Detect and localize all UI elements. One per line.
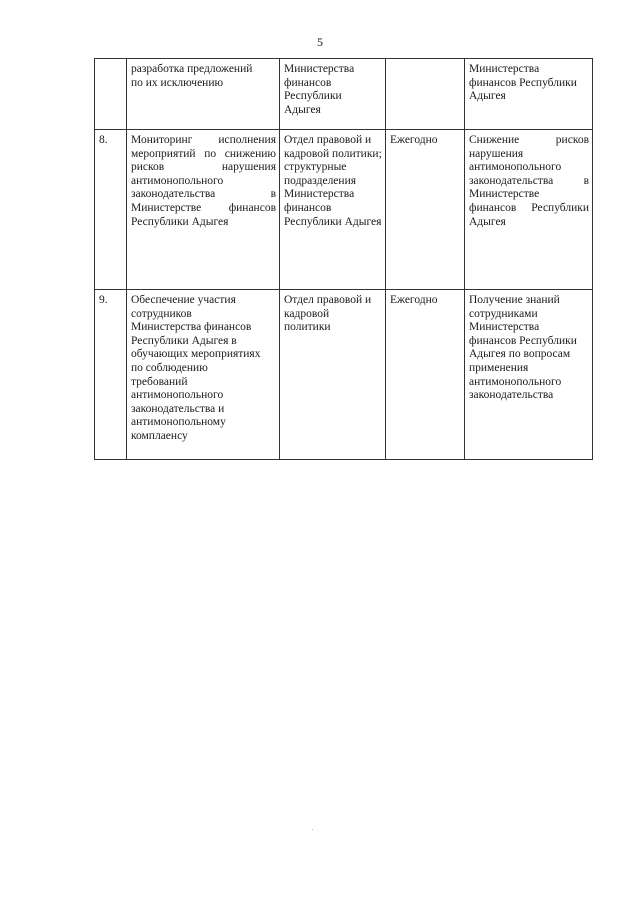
scan-speck <box>312 829 313 830</box>
table-row <box>95 290 593 460</box>
measure-cell: разработка предложений по их исключению <box>127 59 280 130</box>
table-row <box>95 130 593 290</box>
period-cell: Ежегодно <box>386 290 465 460</box>
row-number: 9. <box>95 290 127 460</box>
row-number <box>95 59 127 130</box>
responsible-cell: Отдел правовой и кадровой политики; структурные подразделения Министерства финансов Республики Адыгея <box>280 130 386 290</box>
table-row <box>95 59 593 130</box>
measure-cell: Обеспечение участия сотрудников Министерства финансов Республики Адыгея в обучающих мероприятиях по соблюдению требований антимонопольного законодательства и антимонопольному комплаенсу <box>127 290 280 460</box>
responsible-cell: Отдел правовой и кадровой политики <box>280 290 386 460</box>
page-number: 5 <box>317 35 323 49</box>
result-cell: Министерства финансов Республики Адыгея <box>465 59 593 130</box>
row-number: 8. <box>95 130 127 290</box>
period-cell: Ежегодно <box>386 130 465 290</box>
measures-table <box>94 58 593 460</box>
period-cell <box>386 59 465 130</box>
result-cell: Получение знаний сотрудниками Министерства финансов Республики Адыгея по вопросам применения антимонопольного законодательства <box>465 290 593 460</box>
measure-cell: Мониторинг исполнения мероприятий по снижению рисков нарушения антимонопольного законодательства в Министерстве финансов Республики Адыгея <box>127 130 280 290</box>
result-cell: Снижение рисков нарушения антимонопольного законодательства в Министерстве финансов Республики Адыгея <box>465 130 593 290</box>
responsible-cell: Министерства финансов Республики Адыгея <box>280 59 386 130</box>
